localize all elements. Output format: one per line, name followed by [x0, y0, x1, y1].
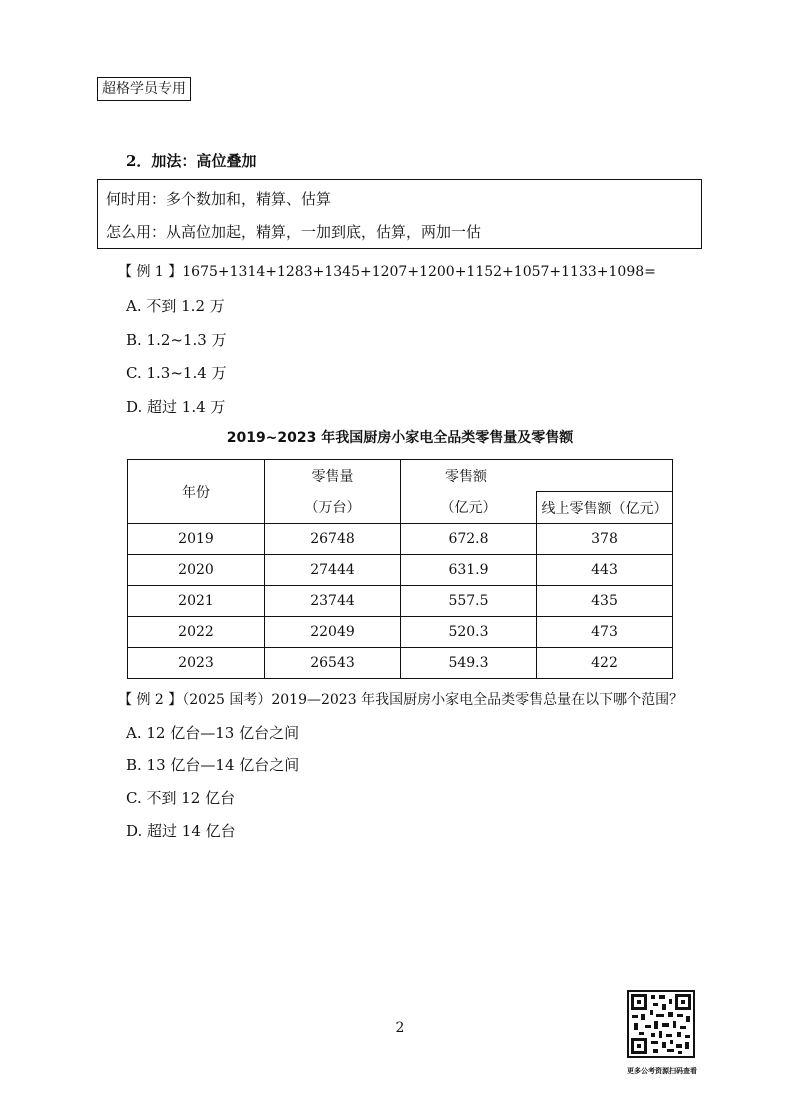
cell-year: 2020 — [128, 555, 265, 586]
when-to-use-line — [106, 188, 331, 209]
table-row — [128, 555, 673, 586]
how-to-use-line — [106, 221, 481, 242]
cell-online: 378 — [537, 524, 673, 555]
example1-label: 【 例 1 】 — [118, 264, 183, 280]
example1-option-b: B. 1.2~1.3 万 — [126, 331, 227, 349]
cell-volume: 22049 — [265, 617, 401, 648]
table-title: 2019~2023 年我国厨房小家电全品类零售量及零售额 — [226, 430, 574, 446]
cell-online: 473 — [537, 617, 673, 648]
cell-online: 422 — [537, 648, 673, 679]
example2-option-c: C. 不到 12 亿台 — [126, 789, 236, 807]
example1-question — [118, 261, 656, 281]
cell-sales: 631.9 — [401, 555, 537, 586]
example2-option-a: A. 12 亿台—13 亿台之间 — [126, 724, 300, 742]
table-row — [128, 524, 673, 555]
header-online-sales: 线上零售额（亿元） — [537, 492, 673, 524]
section-title: 2．加法：高位叠加 — [126, 152, 257, 170]
cell-volume: 26748 — [265, 524, 401, 555]
table-row — [128, 648, 673, 679]
cell-sales: 520.3 — [401, 617, 537, 648]
header-year: 年份 — [128, 460, 265, 524]
method-box — [97, 179, 702, 249]
cell-volume: 27444 — [265, 555, 401, 586]
header-volume-unit: （万台） — [265, 492, 401, 524]
table-header-row — [128, 460, 673, 492]
example2-source: （2025 国考） — [182, 692, 272, 708]
cell-volume: 23744 — [265, 586, 401, 617]
page-number: 2 — [395, 1020, 405, 1036]
example1-option-a: A. 不到 1.2 万 — [126, 297, 225, 315]
example2-option-b: B. 13 亿台—14 亿台之间 — [126, 756, 300, 774]
example2-option-d: D. 超过 14 亿台 — [126, 822, 236, 840]
example1-option-c: C. 1.3~1.4 万 — [126, 364, 227, 382]
header-sales-unit: （亿元） — [401, 492, 537, 524]
cell-year: 2019 — [128, 524, 265, 555]
qr-code-icon — [627, 990, 695, 1058]
cell-sales: 557.5 — [401, 586, 537, 617]
header-sales: 零售额 — [401, 460, 673, 492]
cell-sales: 549.3 — [401, 648, 537, 679]
cell-year: 2021 — [128, 586, 265, 617]
how-label: 怎么用： — [106, 223, 167, 241]
example1-expression: 1675+1314+1283+1345+1207+1200+1152+1057+1133+1098= — [182, 264, 656, 280]
cell-online: 443 — [537, 555, 673, 586]
sales-table — [127, 459, 673, 679]
example2-label: 【 例 2 】 — [118, 692, 183, 708]
qr-caption: 更多公考资源扫码查看 — [627, 1067, 697, 1075]
qr-code-pattern — [629, 992, 693, 1056]
when-label: 何时用： — [106, 190, 167, 208]
table-row — [128, 617, 673, 648]
example2-question — [118, 689, 683, 709]
header-volume: 零售量 — [265, 460, 401, 492]
cell-sales: 672.8 — [401, 524, 537, 555]
table-row — [128, 586, 673, 617]
when-text: 多个数加和，精算、估算 — [166, 190, 332, 208]
example1-option-d: D. 超过 1.4 万 — [126, 398, 226, 416]
student-only-stamp: 超格学员专用 — [97, 77, 191, 101]
cell-year: 2023 — [128, 648, 265, 679]
cell-online: 435 — [537, 586, 673, 617]
how-text: 从高位加起，精算，一加到底，估算，两加一估 — [166, 223, 482, 241]
cell-year: 2022 — [128, 617, 265, 648]
example2-text: 2019—2023 年我国厨房小家电全品类零售总量在以下哪个范围？ — [271, 692, 684, 708]
cell-volume: 26543 — [265, 648, 401, 679]
